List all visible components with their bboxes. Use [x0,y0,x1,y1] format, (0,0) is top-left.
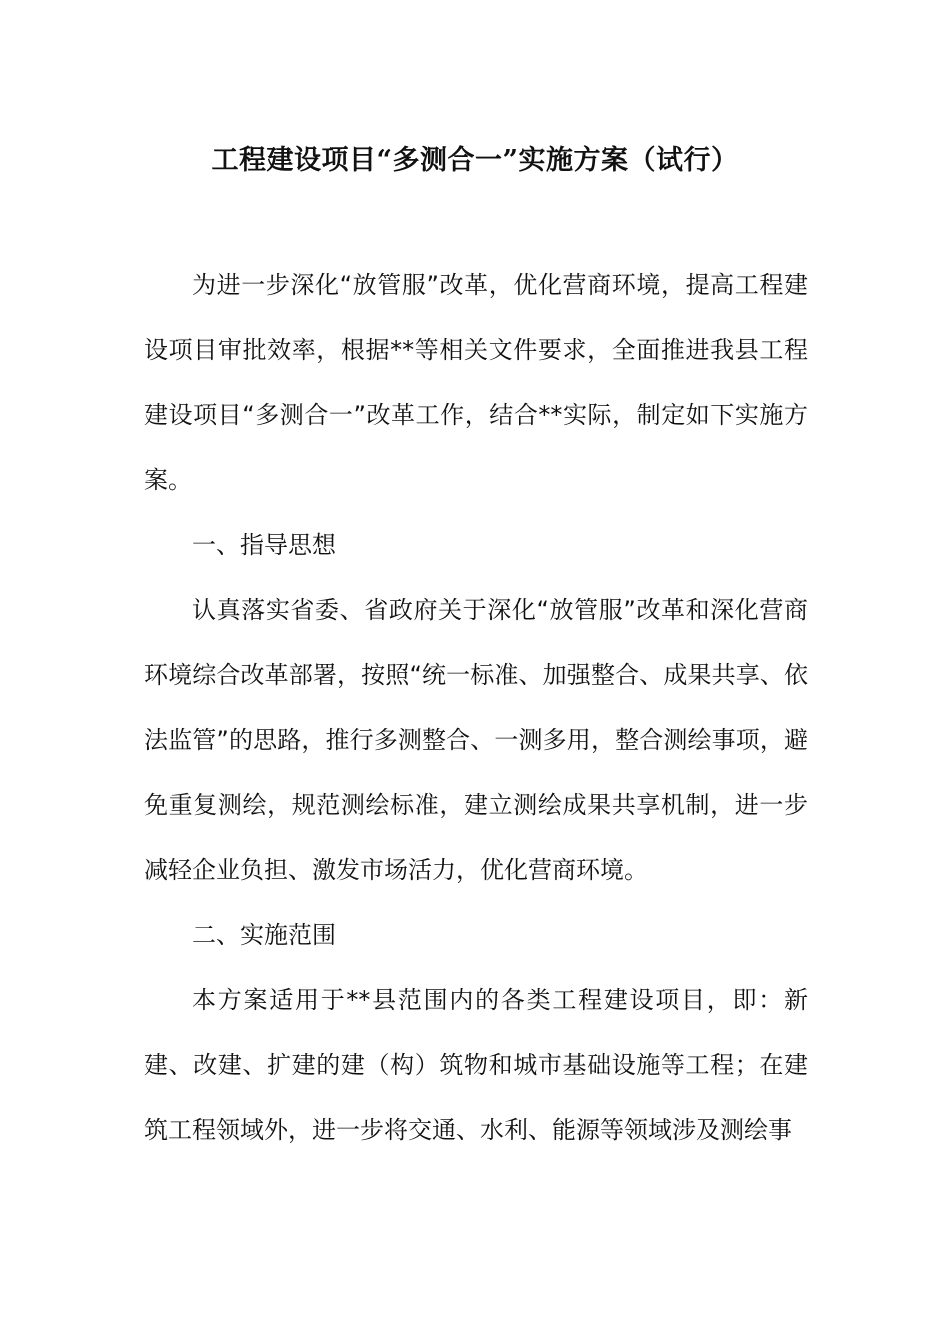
section-heading-guiding-ideology: 一、指导思想 [192,531,336,559]
intro-paragraph: 为进一步深化“放管服”改革，优化营商环境，提高工程建设项目审批效率，根据**等相关文件要求，全面推进我县工程建设项目“多测合一”改革工作，结合**实际，制定如下实施方案。 [144,271,808,494]
guiding-ideology-paragraph: 认真落实省委、省政府关于深化“放管服”改革和深化营商环境综合改革部署，按照“统一标准、加强整合、成果共享、依法监管”的思路，推行多测整合、一测多用，整合测绘事项，避免重复测绘，规范测绘标准，建立测绘成果共享机制，进一步减轻企业负担、激发市场活力，优化营商环境。 [144,596,808,884]
document-title: 工程建设项目“多测合一”实施方案（试行） [211,145,739,176]
scope-paragraph: 本方案适用于**县范围内的各类工程建设项目，即：新建、改建、扩建的建（构）筑物和城市基础设施等工程；在建筑工程领域外，进一步将交通、水利、能源等领域涉及测绘事 [144,986,808,1144]
document-body [144,253,808,1163]
section-heading-scope: 二、实施范围 [192,921,336,949]
